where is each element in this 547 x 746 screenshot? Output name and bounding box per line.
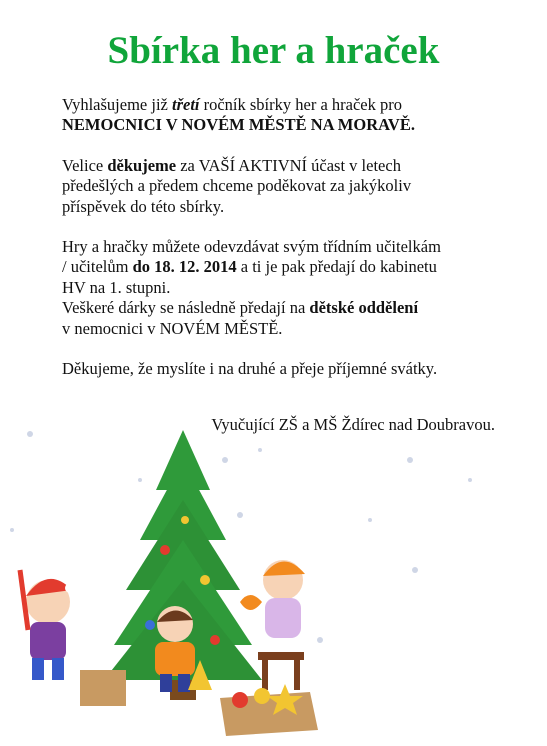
text: Velice bbox=[62, 155, 108, 175]
text: v nemocnici v NOVÉM MĚSTĚ. bbox=[62, 318, 283, 338]
deadline-date: do 18. 12. 2014 bbox=[132, 257, 237, 277]
text: Hry a hračky můžete odevzdávat svým třídním učitelkám bbox=[62, 237, 441, 257]
text: předešlých a předem chceme poděkovat za jakýkoliv bbox=[62, 176, 412, 196]
department-name: dětské oddělení bbox=[309, 298, 419, 318]
text: za VAŠÍ AKTIVNÍ účast v letech bbox=[176, 155, 401, 175]
gift-box-left bbox=[80, 670, 126, 706]
paragraph-instructions bbox=[62, 237, 512, 339]
child-left-icon bbox=[20, 570, 75, 680]
paragraph-closing: Děkujeme, že myslíte i na druhé a přeje příjemné svátky. bbox=[62, 359, 438, 379]
snowflake-icons bbox=[10, 431, 472, 643]
text: příspěvek do této sbírky. bbox=[62, 196, 225, 216]
text: HV na 1. stupni. bbox=[62, 277, 171, 297]
page-title: Sbírka her a hraček bbox=[107, 29, 440, 72]
text-edition: třetí bbox=[171, 95, 200, 114]
signature: Vyučující ZŠ a MŠ Ždírec nad Doubravou. bbox=[211, 415, 495, 434]
hospital-name: NEMOCNICI V NOVÉM MĚSTĚ NA MORAVĚ. bbox=[62, 115, 415, 135]
paragraph-intro bbox=[62, 95, 512, 136]
text: / učitelům bbox=[62, 257, 133, 277]
text: Veškeré dárky se následně předají na bbox=[62, 298, 310, 318]
text: ročník sbírky her a hraček pro bbox=[199, 95, 402, 114]
christmas-tree-illustration bbox=[0, 430, 547, 746]
text: Vyhlašujeme již bbox=[62, 95, 172, 114]
text-thanks: děkujeme bbox=[107, 155, 177, 175]
paragraph-thanks bbox=[62, 156, 512, 217]
text: a ti je pak předají do kabinetu bbox=[236, 257, 437, 277]
announcement-body bbox=[62, 95, 512, 379]
